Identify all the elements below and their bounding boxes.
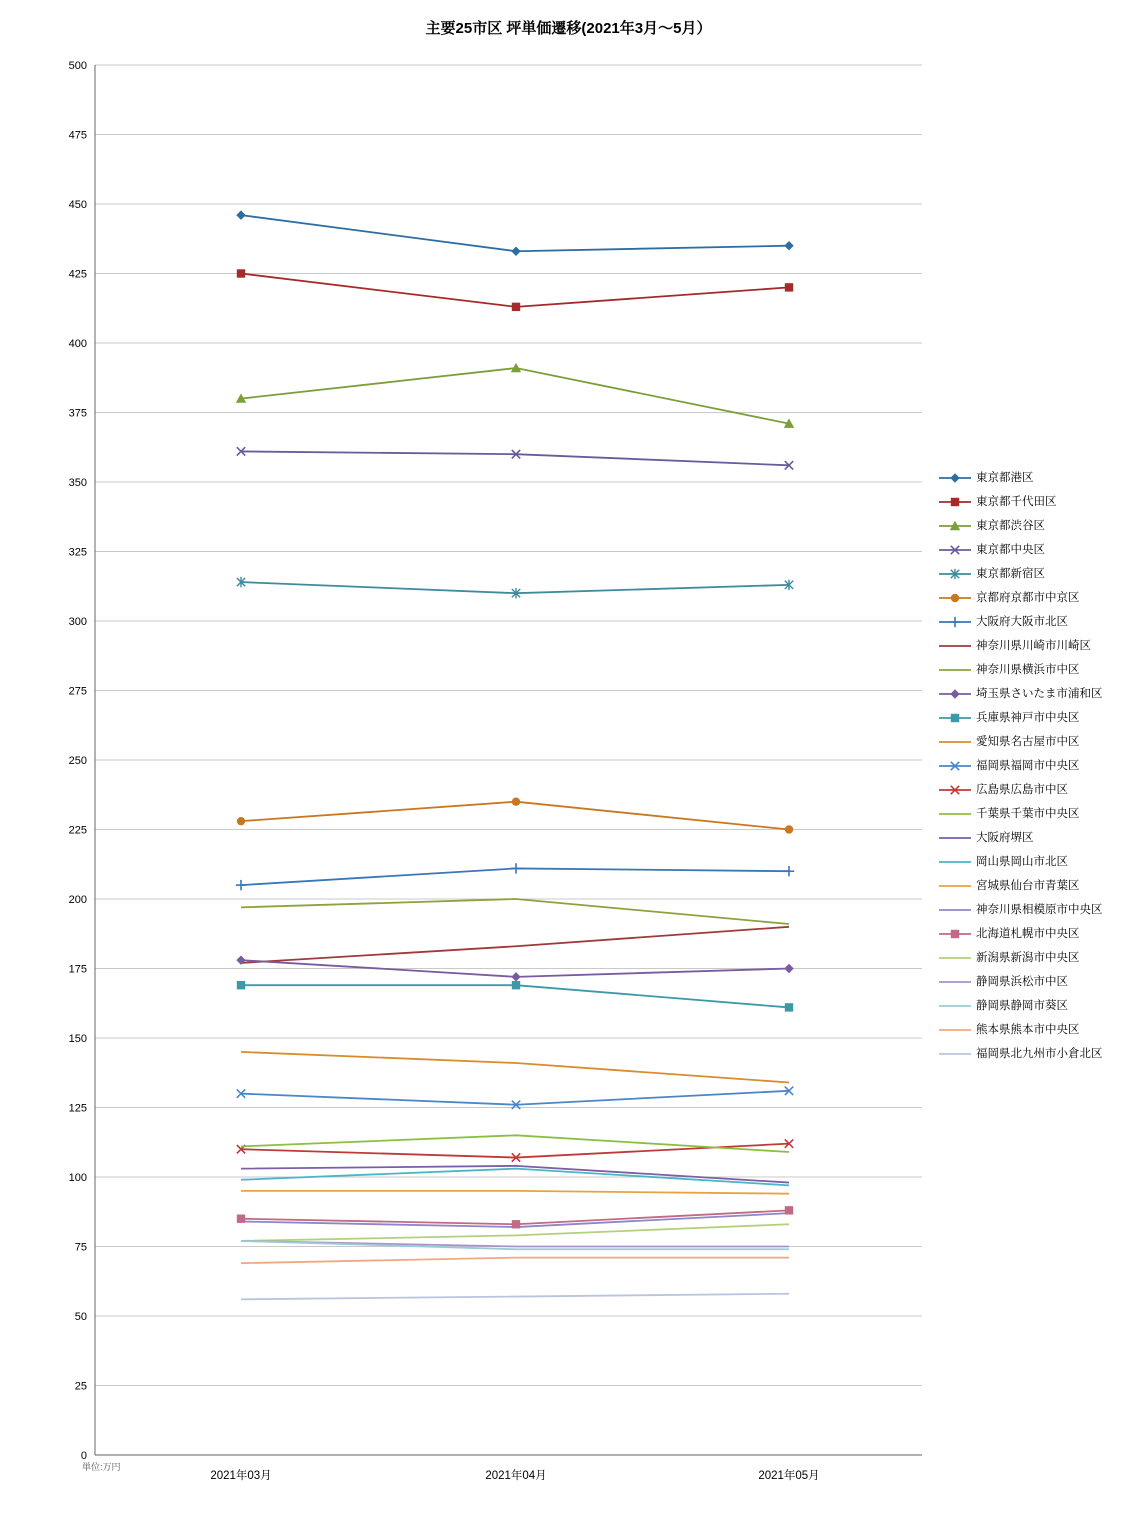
- x-axis-tick-label: 2021年04月: [485, 1470, 547, 1482]
- legend-marker-icon: [938, 712, 972, 724]
- chart-series: [241, 1258, 789, 1264]
- data-point-marker: [512, 303, 520, 311]
- legend-item[interactable]: [938, 586, 1130, 610]
- legend-item-label: 熊本県熊本市中央区: [976, 1024, 1080, 1036]
- data-point-marker: [236, 210, 245, 219]
- y-axis-unit-label: 単位:万円: [82, 1462, 121, 1472]
- data-point-marker: [512, 981, 520, 989]
- legend-item-label: 新潟県新潟市中央区: [976, 952, 1080, 964]
- legend-item-label: 東京都千代田区: [976, 496, 1057, 508]
- legend-marker-icon: [938, 640, 972, 652]
- legend-item[interactable]: [938, 826, 1130, 850]
- legend-item-label: 大阪府堺区: [976, 832, 1034, 844]
- chart-series: [236, 210, 793, 256]
- data-point-marker: [785, 1003, 793, 1011]
- legend-item-label: 宮城県仙台市青葉区: [976, 880, 1080, 892]
- legend-item-label: 神奈川県横浜市中区: [976, 664, 1080, 676]
- data-point-marker: [950, 617, 960, 627]
- series-line: [241, 1191, 789, 1194]
- y-axis-tick-label: 325: [68, 546, 87, 559]
- legend-item[interactable]: [938, 1042, 1130, 1066]
- y-axis-tick-label: 500: [68, 60, 87, 72]
- data-point-marker: [951, 930, 959, 938]
- legend-marker-icon: [938, 664, 972, 676]
- chart-series: [241, 1191, 789, 1194]
- y-axis-tick-label: 50: [74, 1311, 87, 1323]
- legend-item-label: 神奈川県川崎市川崎区: [976, 640, 1091, 652]
- chart-series: [241, 1135, 789, 1152]
- data-point-marker: [784, 241, 793, 250]
- y-axis-tick-label: 175: [68, 963, 87, 976]
- legend-marker-icon: [938, 928, 972, 940]
- data-point-marker: [785, 825, 793, 833]
- legend-item[interactable]: [938, 514, 1130, 538]
- series-line: [241, 868, 789, 885]
- legend-item-label: 東京都中央区: [976, 544, 1045, 556]
- legend-item-label: 北海道札幌市中央区: [976, 928, 1080, 940]
- chart-series: [241, 1052, 789, 1083]
- legend-item-label: 福岡県福岡市中央区: [976, 760, 1080, 772]
- legend-item[interactable]: [938, 778, 1130, 802]
- legend-item-label: 愛知県名古屋市中区: [976, 736, 1080, 748]
- legend-item[interactable]: [938, 850, 1130, 874]
- legend-item[interactable]: [938, 874, 1130, 898]
- y-axis-tick-label: 200: [68, 894, 87, 906]
- series-line: [241, 1135, 789, 1152]
- legend-marker-icon: [938, 1000, 972, 1012]
- legend-item[interactable]: [938, 538, 1130, 562]
- legend-item-label: 広島県広島市中区: [976, 784, 1068, 796]
- data-point-marker: [785, 283, 793, 291]
- legend-marker-icon: [938, 592, 972, 604]
- legend-item-label: 大阪府大阪市北区: [976, 616, 1068, 628]
- legend-marker-icon: [938, 808, 972, 820]
- series-line: [241, 1052, 789, 1083]
- legend-item-label: 東京都新宿区: [976, 568, 1045, 580]
- legend-item-label: 兵庫県神戸市中央区: [976, 712, 1080, 724]
- chart-series: [237, 1087, 793, 1109]
- legend-item[interactable]: [938, 706, 1130, 730]
- legend-item[interactable]: [938, 730, 1130, 754]
- y-axis-tick-label: 475: [68, 129, 87, 142]
- y-axis-tick-label: 75: [74, 1241, 87, 1254]
- y-axis-tick-label: 375: [68, 407, 87, 420]
- data-point-marker: [784, 964, 793, 973]
- y-axis-tick-label: 0: [80, 1450, 87, 1462]
- legend-item-label: 埼玉県さいたま市浦和区: [976, 688, 1103, 700]
- data-point-marker: [512, 798, 520, 806]
- data-point-marker: [237, 1215, 245, 1223]
- legend-marker-icon: [938, 976, 972, 988]
- y-axis-tick-label: 100: [68, 1172, 87, 1184]
- data-point-marker: [951, 498, 959, 506]
- legend-item[interactable]: [938, 970, 1130, 994]
- y-axis-tick-label: 400: [68, 338, 87, 350]
- legend-item-label: 静岡県浜松市中区: [976, 976, 1068, 988]
- y-axis-tick-label: 450: [68, 199, 87, 211]
- chart-series: [237, 577, 793, 599]
- legend-marker-icon: [938, 904, 972, 916]
- series-line: [241, 1258, 789, 1264]
- y-axis-tick-label: 275: [68, 685, 87, 698]
- data-point-marker: [951, 594, 959, 602]
- y-axis-tick-label: 225: [68, 824, 87, 837]
- data-point-marker: [784, 866, 794, 876]
- legend-item-label: 静岡県静岡市葵区: [976, 1000, 1068, 1012]
- chart-series: [241, 1294, 789, 1300]
- legend-item[interactable]: [938, 1018, 1130, 1042]
- chart-series: [236, 363, 794, 428]
- legend-marker-icon: [938, 616, 972, 628]
- chart-series: [236, 863, 794, 890]
- y-axis-tick-label: 425: [68, 268, 87, 281]
- legend-item[interactable]: [938, 946, 1130, 970]
- data-point-marker: [511, 247, 520, 256]
- chart-series: [237, 447, 793, 469]
- legend-marker-icon: [938, 784, 972, 796]
- legend-item-label: 岡山県岡山市北区: [976, 856, 1068, 868]
- legend-item-label: 京都府京都市中京区: [976, 592, 1080, 604]
- legend-item[interactable]: [938, 634, 1130, 658]
- series-line: [241, 368, 789, 424]
- chart-series: [237, 981, 793, 1012]
- legend-item[interactable]: [938, 610, 1130, 634]
- chart-series: [237, 269, 793, 311]
- legend-item[interactable]: [938, 754, 1130, 778]
- y-axis-tick-label: 300: [68, 616, 87, 628]
- series-line: [241, 899, 789, 924]
- legend-item[interactable]: [938, 466, 1130, 490]
- data-point-marker: [511, 972, 520, 981]
- legend-item[interactable]: [938, 994, 1130, 1018]
- legend-item[interactable]: [938, 658, 1130, 682]
- legend-marker-icon: [938, 688, 972, 700]
- series-line: [241, 927, 789, 963]
- legend-item[interactable]: [938, 802, 1130, 826]
- chart-series: [241, 899, 789, 924]
- x-axis-tick-label: 2021年03月: [210, 1470, 272, 1482]
- legend-item[interactable]: [938, 490, 1130, 514]
- data-point-marker: [951, 714, 959, 722]
- legend-marker-icon: [938, 1048, 972, 1060]
- legend-marker-icon: [938, 832, 972, 844]
- data-point-marker: [950, 689, 959, 698]
- legend-item[interactable]: [938, 898, 1130, 922]
- legend-item[interactable]: [938, 562, 1130, 586]
- data-point-marker: [237, 817, 245, 825]
- chart-title: 主要25市区 坪単価遷移(2021年3月〜5月）: [425, 20, 712, 37]
- chart-legend: [938, 466, 1130, 1066]
- y-axis-tick-label: 25: [74, 1380, 87, 1393]
- legend-marker-icon: [938, 1024, 972, 1036]
- series-line: [241, 802, 789, 830]
- data-point-marker: [950, 473, 959, 482]
- legend-item[interactable]: [938, 682, 1130, 706]
- data-point-marker: [511, 863, 521, 873]
- legend-item-label: 千葉県千葉市中央区: [976, 808, 1080, 820]
- legend-marker-icon: [938, 568, 972, 580]
- legend-marker-icon: [938, 544, 972, 556]
- legend-item-label: 福岡県北九州市小倉北区: [976, 1048, 1103, 1060]
- x-axis-tick-label: 2021年05月: [758, 1470, 820, 1482]
- chart-series: [237, 798, 793, 834]
- series-line: [241, 215, 789, 251]
- legend-item-label: 東京都港区: [976, 472, 1034, 484]
- y-axis-tick-label: 250: [68, 755, 87, 767]
- legend-marker-icon: [938, 736, 972, 748]
- data-point-marker: [237, 981, 245, 989]
- legend-marker-icon: [938, 880, 972, 892]
- legend-marker-icon: [938, 472, 972, 484]
- y-axis-tick-label: 350: [68, 477, 87, 489]
- legend-marker-icon: [938, 952, 972, 964]
- series-line: [241, 1294, 789, 1300]
- data-point-marker: [785, 1206, 793, 1214]
- legend-item-label: 東京都渋谷区: [976, 520, 1045, 532]
- legend-marker-icon: [938, 856, 972, 868]
- data-point-marker: [237, 269, 245, 277]
- data-point-marker: [512, 1220, 520, 1228]
- chart-series: [241, 927, 789, 963]
- legend-marker-icon: [938, 496, 972, 508]
- legend-marker-icon: [938, 760, 972, 772]
- legend-item[interactable]: [938, 922, 1130, 946]
- series-line: [241, 274, 789, 307]
- data-point-marker: [236, 880, 246, 890]
- y-axis-tick-label: 150: [68, 1033, 87, 1045]
- y-axis-tick-label: 125: [68, 1102, 87, 1115]
- legend-item-label: 神奈川県相模原市中央区: [976, 904, 1103, 916]
- legend-marker-icon: [938, 520, 972, 532]
